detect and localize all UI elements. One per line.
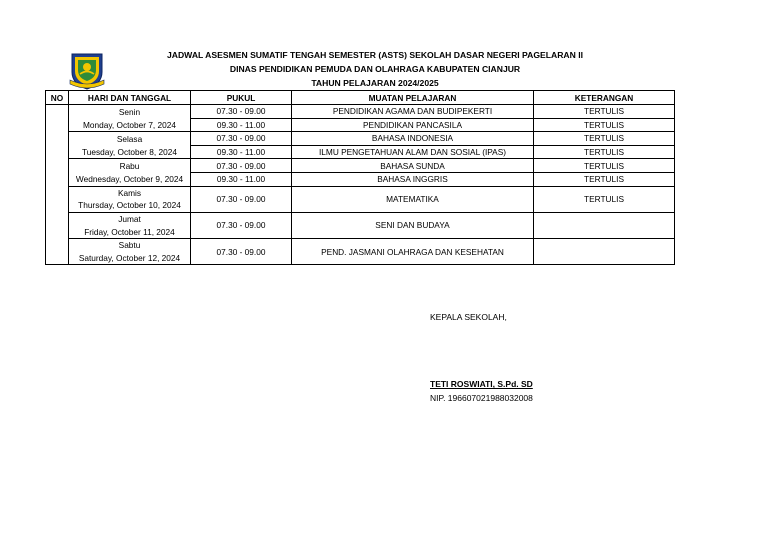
day-date: Monday, October 7, 2024 bbox=[69, 118, 191, 132]
day-name: Jumat bbox=[69, 212, 191, 225]
day-date: Thursday, October 10, 2024 bbox=[69, 199, 191, 212]
day-date: Saturday, October 12, 2024 bbox=[69, 252, 191, 265]
signatory-name: TETI ROSWIATI, S.Pd. SD bbox=[430, 379, 533, 389]
document-agency: DINAS PENDIDIKAN PEMUDA DAN OLAHRAGA KABUPATEN CIANJUR bbox=[229, 64, 521, 74]
no-cell bbox=[46, 212, 69, 225]
table-row bbox=[46, 132, 675, 146]
no-cell bbox=[46, 132, 69, 146]
no-cell bbox=[46, 225, 69, 238]
no-cell bbox=[46, 186, 69, 199]
remarks-cell: TERTULIS bbox=[534, 132, 675, 146]
day-date: Tuesday, October 8, 2024 bbox=[69, 145, 191, 159]
table-row bbox=[46, 145, 675, 159]
day-name: Sabtu bbox=[69, 238, 191, 251]
no-cell bbox=[46, 118, 69, 132]
subject-cell: BAHASA INGGRIS bbox=[292, 172, 534, 186]
remarks-cell: TERTULIS bbox=[534, 105, 675, 119]
table-row bbox=[46, 186, 675, 199]
col-header-subject: MUATAN PELAJARAN bbox=[292, 91, 534, 105]
remarks-cell: TERTULIS bbox=[534, 159, 675, 173]
day-name: Kamis bbox=[69, 186, 191, 199]
remarks-cell: TERTULIS bbox=[534, 186, 675, 212]
time-cell: 07.30 - 09.00 bbox=[191, 159, 292, 173]
table-row bbox=[46, 118, 675, 132]
col-header-remarks: KETERANGAN bbox=[534, 91, 675, 105]
remarks-cell: TERTULIS bbox=[534, 145, 675, 159]
subject-cell: BAHASA SUNDA bbox=[292, 159, 534, 173]
col-header-time: PUKUL bbox=[191, 91, 292, 105]
subject-cell: PEND. JASMANI OLAHRAGA DAN KESEHATAN bbox=[292, 238, 534, 264]
time-cell: 09.30 - 11.00 bbox=[191, 172, 292, 186]
col-header-day: HARI DAN TANGGAL bbox=[69, 91, 191, 105]
table-row bbox=[46, 238, 675, 251]
no-cell bbox=[46, 172, 69, 186]
remarks-cell: TERTULIS bbox=[534, 118, 675, 132]
no-cell bbox=[46, 199, 69, 212]
subject-cell: SENI DAN BUDAYA bbox=[292, 212, 534, 238]
document-school-year: TAHUN PELAJARAN 2024/2025 bbox=[311, 78, 439, 88]
no-cell bbox=[46, 159, 69, 173]
day-date: Wednesday, October 9, 2024 bbox=[69, 172, 191, 186]
time-cell: 07.30 - 09.00 bbox=[191, 212, 292, 238]
subject-cell: PENDIDIKAN AGAMA DAN BUDIPEKERTI bbox=[292, 105, 534, 119]
time-cell: 09.30 - 11.00 bbox=[191, 118, 292, 132]
subject-cell: ILMU PENGETAHUAN ALAM DAN SOSIAL (IPAS) bbox=[292, 145, 534, 159]
day-name: Rabu bbox=[69, 159, 191, 173]
table-row bbox=[46, 172, 675, 186]
table-row bbox=[46, 159, 675, 173]
subject-cell: PENDIDIKAN PANCASILA bbox=[292, 118, 534, 132]
exam-schedule-table bbox=[45, 90, 675, 265]
time-cell: 07.30 - 09.00 bbox=[191, 105, 292, 119]
signature-title: KEPALA SEKOLAH, bbox=[430, 312, 507, 322]
time-cell: 07.30 - 09.00 bbox=[191, 186, 292, 212]
table-row bbox=[46, 212, 675, 225]
subject-cell: BAHASA INDONESIA bbox=[292, 132, 534, 146]
time-cell: 09.30 - 11.00 bbox=[191, 145, 292, 159]
document-title: JADWAL ASESMEN SUMATIF TENGAH SEMESTER (ASTS) SEKOLAH DASAR NEGERI PAGELARAN II bbox=[166, 50, 584, 60]
no-cell bbox=[46, 145, 69, 159]
subject-cell: MATEMATIKA bbox=[292, 186, 534, 212]
col-header-no: NO bbox=[46, 91, 69, 105]
day-date: Friday, October 11, 2024 bbox=[69, 225, 191, 238]
table-row bbox=[46, 105, 675, 119]
remarks-cell: TERTULIS bbox=[534, 172, 675, 186]
no-cell bbox=[46, 252, 69, 265]
time-cell: 07.30 - 09.00 bbox=[191, 132, 292, 146]
day-name: Senin bbox=[69, 105, 191, 119]
table-header-row bbox=[46, 91, 675, 105]
signatory-nip: NIP. 196607021988032008 bbox=[430, 393, 533, 403]
remarks-cell bbox=[534, 238, 675, 264]
no-cell bbox=[46, 105, 69, 119]
day-name: Selasa bbox=[69, 132, 191, 146]
time-cell: 07.30 - 09.00 bbox=[191, 238, 292, 264]
remarks-cell bbox=[534, 212, 675, 238]
no-cell bbox=[46, 238, 69, 251]
